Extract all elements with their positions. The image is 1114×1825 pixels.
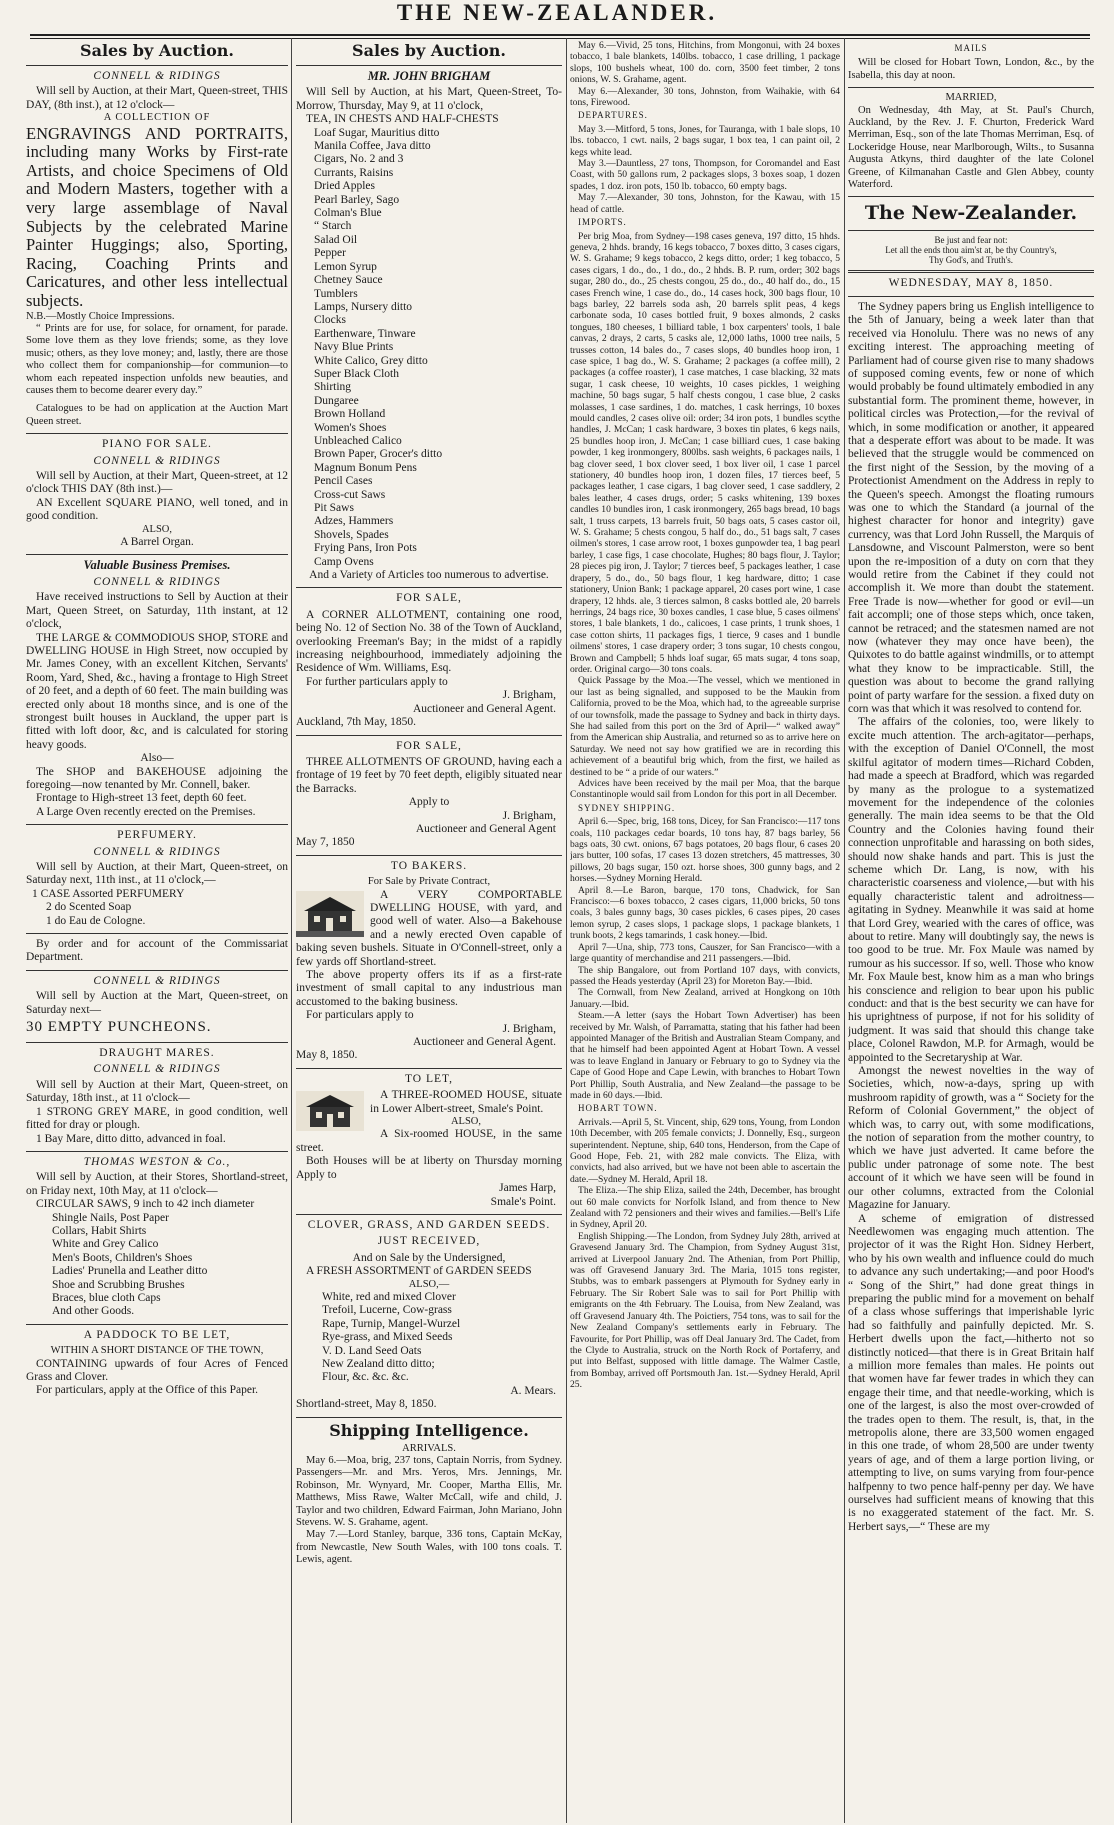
column-1	[26, 40, 288, 1825]
list-item: Super Black Cloth	[314, 367, 399, 380]
divider	[26, 1042, 288, 1043]
list-item: Collars, Habit Shirts	[52, 1224, 147, 1237]
ad-text: Will sell by Auction, at their Mart, Queen-street, THIS DAY, (8th inst.), at 12 o'clock—	[26, 85, 288, 111]
shipping-entry: May 3.—Mitford, 5 tons, Jones, for Tauranga, with 1 bale slops, 10 lbs. tobacco, 1 cwt. nails, 2 bags sugar, 1 box tea, 1 can paint oil, 2 kegs white lead.	[570, 123, 840, 158]
ad-date: May 8, 1850.	[296, 1049, 358, 1062]
list-item: Cross-cut Saws	[314, 488, 386, 501]
notice-text: Will be closed for Hobart Town, London, &c., by the Isabella, this day at noon.	[848, 57, 1094, 81]
shipping-entry: The Cornwall, from New Zealand, arrived at Hongkong on 10th January.—Ibid.	[570, 987, 840, 1010]
auctioneer-name: MR. JOHN BRIGHAM	[367, 69, 491, 83]
list-item: White, red and mixed Clover	[322, 1290, 456, 1303]
divider	[26, 1324, 288, 1325]
ad-heading: FOR SALE,	[396, 739, 462, 752]
list-item: Women's Shoes	[314, 421, 387, 434]
ad-text: CONTAINING upwards of four Acres of Fenced Grass and Clover.	[26, 1357, 288, 1383]
section-heading: Shipping Intelligence.	[329, 1420, 529, 1440]
divider	[848, 196, 1094, 197]
ad-text: AN Excellent SQUARE PIANO, well toned, and in good condition.	[26, 496, 288, 523]
column-2	[296, 40, 562, 1825]
divider	[26, 65, 288, 66]
ad-subheading: JUST RECEIVED,	[377, 1235, 481, 1248]
ad-heading: Valuable Business Premises.	[83, 558, 231, 573]
list-item: Unbleached Calico	[314, 434, 402, 447]
ad-subheading: WITHIN A SHORT DISTANCE OF THE TOWN,	[50, 1345, 264, 1357]
editorial-text: Amongst the newest novelties in the way of Societies, which, now-a-days, spring up with mushroom rapidity of growth, was a “ Society for the Reform of Colonial Government,” the object of which was, to carry out, with some modifications, the notion of separation from the mother country, to which we have just adverted. It came before the public under patronage of some note. The best account of it which we have seen will be found in our other columns, extracted from the Colonial Magazine for January.	[848, 1065, 1094, 1212]
paper-title: The New-Zealander.	[864, 202, 1078, 225]
goods-list	[26, 1212, 288, 1319]
ad-heading: CLOVER, GRASS, AND GARDEN SEEDS.	[307, 1218, 551, 1231]
masthead-rule	[30, 34, 1090, 39]
motto-line: Be just and fear not:	[934, 235, 1008, 246]
ad-text: TEA, IN CHESTS AND HALF-CHESTS	[306, 113, 499, 126]
divider	[296, 855, 562, 856]
divider	[26, 554, 288, 555]
column-3	[570, 40, 840, 1825]
subsection-heading: HOBART TOWN.	[578, 1103, 658, 1114]
section-heading: Sales by Auction.	[80, 41, 234, 60]
ad-text: For particulars, apply at the Office of this Paper.	[36, 1384, 259, 1397]
ad-text: A Six-roomed HOUSE, in the same street.	[296, 1128, 562, 1154]
editorial-text: The Sydney papers bring us English intelligence to the 5th of January, being a week later than that received via Honolulu. There was no news of any exciting interest. The approaching meeting of Parliament had of course given rise to many shadows of supposed coming events, few or none of which would probably be found ultimately embodied in any substantial form. The prominent theme, however, in political circles was Protection,—for the revival of which, in some modification or another, it appeared that a desperate effort was about to be made. It was believed that the struggle would be commenced on the first night of the Session, by the moving of a Protectionist Amendment on the Address in reply to the Queen's speech. Amongst the floating rumours was one to which the Standard (a journal of the highest character for honor and integrity) gave currency, was that Lord John Russell, the Marquis of Lansdowne, and Viscount Palmerston, were so bent upon the re-imposition of a duty on corn that they would retire from the Cabinet if they could not accomplish it. We more than doubt the statement. Free Trade is now—whether for good or evil—un fait accompli; one of those steps which, once taken, cannot be retraced; and the statesmen named are not now (whatever they may once have been), the Quixotes to do battle against windmills, or to attempt what they know to be impracticable. Still, the question was about to become the grand rallying point of party warfare for the session. a fixed duty on corn was that which it was resolved to contend for.	[848, 300, 1094, 716]
shipping-entry: May 7.—Alexander, 30 tons, Johnston, for the Kawau, with 15 head of cattle.	[570, 192, 840, 215]
list-item: Loaf Sugar, Mauritius ditto	[314, 126, 440, 139]
list-item: Shingle Nails, Post Paper	[52, 1211, 169, 1224]
list-item: Trefoil, Lucerne, Cow-grass	[322, 1304, 452, 1317]
column-divider	[566, 38, 567, 1823]
editorial-text: The affairs of the colonies, too, were likely to excite much attention. The arch-agitator—perhaps, with the exception of Daniel O'Connell, the most skilful agitator of modern times—Richard Cobden, had made a speech at Bradford, which was regarded by many as the prologue to a systematized movement for the independence of the colonies generally. The main idea seems to be that the Old Country and the Colonies having found their connection unprofitable and harassing on both sides, should now shake hands and part. This is just the scheme which Dr. Lang, is now, with his characteristic coarseness and violence,—but with his equally characteristic talent and adroitness—agitating in Sydney. Meanwhile it was said at home that Lord Grey, wearied with the cares of office, was about to retire. Many will doubtingly say, the news is too good to be true. Mr. Fox Maule was named by rumour as his successor. If so, well. Those who know Mr. Fox Maule best, know him as a man who brings his conscience and religion to bear upon his public conduct: and that is the best security we can have for his uprightness of purpose, if not for his solidity of judgment. It was said that should this change take place, Colonel Rawdon, M.P. for Armagh, would be appointed to the Secretaryship at War.	[848, 716, 1094, 1064]
ad-text: Also—	[140, 752, 174, 765]
ad-text: Catalogues to be had on application at the Auction Mart Queen street.	[26, 403, 288, 427]
ad-text: THE LARGE & COMMODIOUS SHOP, STORE and DWELLING HOUSE in High Street, now occupied by Mr. James Coney, with an excellent Kitchen, Servants' Room, Yard, Shed, &c., having a frontage to High Street of 20 feet, and a depth of 60 feet. The main building was erected only about 18 months since, and is one of the strongest built houses in Auckland, the upper part is fitted with loft door, &c, and is calculated for storing heavy goods.	[26, 631, 288, 751]
shipping-entry: May 3.—Dauntless, 27 tons, Thompson, for Coromandel and East Coast, with 50 gallons rum, 2 packages slops, 3 boxes soap, 1 dozen spades, 1 doz. iron pots, 150 lb. tobacco, 60 empty bags.	[570, 158, 840, 192]
shipping-entry: April 8.—Le Baron, barque, 170 tons, Chadwick, for San Francisco:—6 boxes tobacco, 2 cases cigars, 11,000 bricks, 50 tons coals, 3 bales gunny bags, 30 cases pickles, 6 cases pipes, 20 cases lemon syrup, 2 cases slops, 1 package slops, 1 package blankets, 1 trunk boots, 2 kegs tamarinds, 1 cask honey.—Ibid.	[570, 884, 840, 942]
ad-text: 2 do Scented Soap	[46, 901, 132, 914]
ad-text: 1 do Eau de Cologne.	[46, 914, 146, 927]
list-item: Ladies' Prunella and Leather ditto	[52, 1265, 208, 1278]
list-item: Dried Apples	[314, 180, 376, 193]
ad-text: Will Sell by Auction, at his Mart, Queen-Street, To-Morrow, Thursday, May 9, at 11 o'clock,	[296, 86, 562, 112]
goods-list	[296, 127, 562, 569]
ad-heading: TO BAKERS.	[390, 859, 468, 872]
ad-text: For further particulars apply to	[306, 675, 448, 688]
auctioneer-name: THOMAS WESTON & Co.,	[83, 1155, 231, 1168]
divider	[26, 970, 288, 971]
motto-line: Let all the ends thou aim'st at, be thy Country's,	[885, 245, 1057, 256]
signature: J. Brigham,	[502, 1022, 556, 1035]
ad-text: A FRESH ASSORTMENT of GARDEN SEEDS	[306, 1265, 532, 1278]
subsection-heading: IMPORTS.	[578, 217, 627, 228]
list-item: Pit Saws	[314, 502, 354, 514]
list-item: V. D. Land Seed Oats	[322, 1344, 422, 1357]
subsection-heading: SYDNEY SHIPPING.	[578, 802, 676, 813]
section-heading: Sales by Auction.	[352, 41, 506, 60]
list-item: Clocks	[314, 314, 346, 327]
list-item: Salad Oil	[314, 233, 358, 246]
shipping-entry: May 7.—Lord Stanley, barque, 336 tons, Captain McKay, from Newcastle, New South Wales, with 100 tons coals. T. Lewis, agent.	[296, 1529, 562, 1566]
shipping-entry: April 6.—Spec, brig, 168 tons, Dicey, for San Francisco:—117 tons coals, 110 packages cedar boards, 10 tons hay, 87 bags barley, 56 bags oats, 30 cwt. onions, 67 bags potatoes, 20 bags flour, 6 cases 20 jars butter, 100 sofas, 17 cases 13 dozen stretchers, 45 mattresses, 30 pillows, 20 bags sugar, 150 ozt. horse shoes, 300 gunny bags, and 2 horses.—Sydney Morning Herald.	[570, 816, 840, 885]
signature-title: Auctioneer and General Agent	[415, 822, 556, 835]
ad-text: For particulars apply to	[306, 1009, 414, 1022]
ad-date: May 7, 1850	[296, 836, 355, 849]
ad-text: A COLLECTION OF	[103, 112, 211, 124]
ad-heading: TO LET,	[404, 1072, 454, 1085]
ad-text: By order and for account of the Commissariat Department.	[26, 938, 288, 964]
list-item: Dungaree	[314, 394, 359, 407]
list-item: Chetney Sauce	[314, 274, 383, 287]
ad-text: 1 STRONG GREY MARE, in good condition, well fitted for dray or plough.	[26, 1105, 288, 1132]
shipping-entry: May 6.—Vivid, 25 tons, Hitchins, from Mongonui, with 24 boxes tobacco, 1 bale blankets, 140lbs. tobacco, 1 case drilling, 1 package slops, 100 bushels wheat, 100 do. corn, 3500 feet timber, 2 tons onions, W. S. Grahame, agent.	[570, 40, 840, 86]
shipping-entry: April 7—Una, ship, 773 tons, Causzer, for San Francisco—with a large quantity of merchandise and 211 passengers.—Ibid.	[570, 941, 840, 965]
house-illustration	[296, 891, 364, 937]
list-item: Rye-grass, and Mixed Seeds	[322, 1331, 453, 1344]
news-text: Steam.—A letter (says the Hobart Town Advertiser) has been received by Mr. Walsh, of Parramatta, stating that his father had been appointed Manager of the British and Australian Steam Company, and that he himself had been appointed Agent at Hobart Town. A vessel was to leave England in January or February to go to Sydney via the Cape of Good Hope and Cape Lewin, with branches to Hobart Town Port Phillip, South Australia, and New Zealand—the passage to be made in 60 days.—Ibid.	[570, 1010, 840, 1101]
list-item: Cigars, No. 2 and 3	[314, 153, 404, 166]
news-text: Advices have been received by the mail per Moa, that the barque Constantinople would sail from London for this port in all December.	[570, 778, 840, 801]
auctioneer-name: CONNELL & RIDINGS	[93, 575, 221, 588]
signature: A. Mears.	[510, 1384, 556, 1397]
motto-line: Thy God's, and Truth's.	[928, 255, 1013, 266]
divider	[848, 296, 1094, 297]
ad-date: Shortland-street, May 8, 1850.	[296, 1398, 437, 1411]
list-item: Pepper	[314, 247, 346, 260]
divider	[296, 1417, 562, 1418]
column-4	[848, 40, 1094, 1825]
ad-text: ALSO,	[450, 1116, 482, 1128]
house-illustration	[296, 1091, 364, 1131]
ad-text: Will sell by Auction at the Mart, Queen-street, on Saturday next—	[26, 990, 288, 1016]
ad-headline: ENGRAVINGS AND PORTRAITS, including many Works by First-rate Artists, and choice Specimens of Old and Modern Masters, together with a very large assemblage of Naval Subjects by the celebrated Marine Painter Huggings; also, Sporting, Racing, Coaching Prints and Caricatures, and other less intellectual subjects.	[26, 123, 288, 310]
notice-heading: MARRIED,	[945, 92, 997, 104]
column-divider	[291, 38, 292, 1823]
list-item: Magnum Bonum Pens	[314, 461, 417, 474]
list-item: Rape, Turnip, Mangel-Wurzel	[322, 1317, 461, 1330]
column-divider	[844, 38, 845, 1823]
auctioneer-name: CONNELL & RIDINGS	[93, 845, 221, 858]
shipping-entry: May 6.—Alexander, 30 tons, Johnston, from Waihakie, with 64 tons, Firewood.	[570, 85, 840, 109]
ad-text: A THREE-ROOMED HOUSE, situate in Lower Albert-street, Smale's Point.	[370, 1089, 562, 1115]
list-item: White Calico, Grey ditto	[314, 354, 428, 367]
masthead: THE NEW-ZEALANDER.	[396, 0, 718, 25]
divider	[848, 87, 1094, 88]
ad-text: A CORNER ALLOTMENT, containing one rood, being No. 12 of Section No. 38 of the Town of Auckland, overlooking Freeman's Bay; in the midst of a rapidly increasing neighbourhood, immediately adjoining the Residence of Wm. Williams, Esq.	[296, 608, 562, 675]
divider	[296, 1068, 562, 1069]
list-item: Flour, &c. &c. &c.	[322, 1371, 409, 1384]
list-item: And other Goods.	[52, 1305, 135, 1318]
notice-heading: MAILS	[954, 43, 988, 53]
signature-title: Smale's Point.	[490, 1195, 556, 1208]
ad-text: A Large Oven recently erected on the Premises.	[36, 805, 256, 818]
signature-title: Auctioneer and General Agent.	[412, 1036, 556, 1049]
divider	[296, 735, 562, 736]
ad-text: And on Sale by the Undersigned,	[352, 1251, 506, 1264]
list-item: Manila Coffee, Java ditto	[314, 140, 431, 153]
ad-text: The SHOP and BAKEHOUSE adjoining the foregoing—now tenanted by Mr. Connell, baker.	[26, 765, 288, 791]
list-item: Lemon Syrup	[314, 260, 377, 273]
signature: J. Brigham,	[502, 689, 556, 702]
ad-text: Will sell by Auction, at their Mart, Queen-street, on Saturday next, 11th inst., at 11 o'clock,—	[26, 861, 288, 887]
ad-text: ALSO,	[141, 523, 173, 535]
list-item: Brown Holland	[314, 408, 386, 421]
ad-text: Both Houses will be at liberty on Thursday morning Apply to	[296, 1155, 562, 1181]
divider	[848, 270, 1094, 273]
ad-text: Have received instructions to Sell by Auction at their Mart, Queen Street, on Saturday, 11th instant, at 12 o'clock,	[26, 591, 288, 631]
divider	[26, 1151, 288, 1152]
ad-text: 1 Bay Mare, ditto ditto, advanced in foal.	[36, 1132, 226, 1145]
ad-heading: PIANO FOR SALE.	[102, 438, 212, 451]
ad-date: Auckland, 7th May, 1850.	[296, 716, 416, 729]
list-item: Shoe and Scrubbing Brushes	[52, 1278, 185, 1291]
divider	[296, 65, 562, 66]
list-item: Men's Boots, Children's Shoes	[52, 1251, 193, 1264]
ad-text: Will sell by Auction, at their Stores, Shortland-street, on Friday next, 10th May, at 11 o'clock—	[26, 1171, 288, 1197]
ad-text: And a Variety of Articles too numerous to advertise.	[309, 569, 549, 582]
shipping-entry: May 6.—Moa, brig, 237 tons, Captain Norris, from Sydney. Passengers—Mr. and Mrs. Yeros, Mrs. Jennings, Mr. Robinson, Mr. Wynyard, Mr. Cooper, Martha Ellis, Mr. Matthews, Miss Rawe, Walter McCall, wife and child, J. Taylor and two children, Edward Fairman, John Mariano, John Stevens. W. S. Grahame, agent.	[296, 1455, 562, 1529]
list-item: Pencil Cases	[314, 475, 373, 488]
ad-headline: 30 EMPTY PUNCHEONS.	[26, 1019, 212, 1036]
auctioneer-name: CONNELL & RIDINGS	[93, 1063, 221, 1076]
list-item: Navy Blue Prints	[314, 341, 394, 354]
ad-text: Will sell by Auction at their Mart, Queen-street, on Saturday, 18th inst., at 11 o'clock—	[26, 1078, 288, 1105]
ad-text: A VERY COMPORTABLE DWELLING HOUSE, with yard, and good well of water. Also—a Bakehouse and a newly erected Oven capable of baking seven bushels. Situate in O'Connell-street, only a few yards off Shortland-street.	[296, 888, 562, 968]
subsection-heading: ARRIVALS.	[402, 1442, 456, 1454]
auctioneer-name: CONNELL & RIDINGS	[93, 454, 221, 467]
news-text: Quick Passage by the Moa.—The vessel, which we mentioned in our last as being signalled, and supposed to be the Maukin from California, proved to be the Moa, which had, to the agreeable surprise of our townsfolk, made the passage to Sydney and back in thirty days. She had sailed from this port on the 3rd of April—“ walked away” from the American ship Australia, and returned so as to arrive here on Saturday. We need not say how gratified we are in recording this achievement of a beautiful brig which, from the first, we hailed as destined to be “ a pride of our waters.”	[570, 675, 840, 778]
ad-text: CIRCULAR SAWS, 9 inch to 42 inch diameter	[36, 1198, 255, 1211]
divider	[296, 587, 562, 588]
list-item: New Zealand ditto ditto;	[322, 1357, 435, 1370]
shipping-entry: English Shipping.—The London, from Sydney July 28th, arrived at Gravesend January 3rd. The Champion, from Sydney August 31st, arrived at Liverpool January 2nd. The Athenian, from Port Phillip, was off Gravesend January 3rd. The Maria, 1015 tons register, Stubbs, was to embark passengers at Plymouth for Sydney early in February. The Sir Robert Sale was to sail for Port Phillip with emigrants on the 4th February. The Louisa, from New Zealand, was off Gravesend January 4th. The Poictiers, 754 tons, was to sail for the New Zealand Company's settlements early in February. The Favourite, for Port Phillip, was off Deal January 3rd. The Cadet, from the Clyde to Australia, struck on the North Rock of Portaferry, and put into Belfast, supposed with little damage. The Walmer Castle, from Bombay, arrived off Portsmouth Jan. 1st.—Sydney Herald, April 25.	[570, 1230, 840, 1391]
divider	[26, 433, 288, 434]
list-item: Camp Ovens	[314, 555, 374, 568]
signature: James Harp,	[499, 1182, 556, 1195]
ad-text: ALSO,—	[408, 1278, 450, 1290]
ad-text: Apply to	[408, 796, 450, 809]
ad-text: The above property offers its if as a first-rate investment of small capital to any industrious man accustomed to the baking business.	[296, 969, 562, 1008]
list-item: Adzes, Hammers	[314, 515, 394, 528]
ad-text: Will sell by Auction, at their Mart, Queen-street, at 12 o'clock THIS DAY (8th inst.)—	[26, 470, 288, 496]
editorial-text: A scheme of emigration of distressed Needlewomen was engaging much attention. The projector of it was the Right Hon. Sidney Herbert, who by his own wealth and influence could do much to advance any such undertaking;—and poor Hood's “ Song of the Shirt,” had done great things in preparing the public mind for a movement on behalf of a class whose sufferings that imperishable lyric had so faithfully and painfully depicted. Mr. S. Herbert dwells upon the fact,—hitherto not so distinctly noticed—that there is in Great Britain half a million more females than males. He points out that women have far fewer trades in which they can engage their time, and that needle-working, which is one of the largest, is also the most over-crowded of the trades open to them. The result, is, that, in the metropolis alone, there are 33,500 women engaged in this one trade, of whom 28,500 are under twenty years of age, and of them a large portion living, or attempting to live, on sums varying from four-pence halfpenny to two pence half-penny per day. We have ourselves had sufficient means of knowing that this is no exaggerated statement of the fact. Mr. S. Herbert says,—“ These are my	[848, 1212, 1094, 1533]
ad-text: 1 CASE Assorted PERFUMERY	[32, 887, 185, 900]
signature-title: Auctioneer and General Agent.	[412, 702, 556, 715]
shipping-entry: The Eliza.—The ship Eliza, sailed the 24th, December, has brought out 60 male convicts for Norfolk Island, and from thence to New Zealand with 72 pensioners and their wives and families.—Bell's Life in Sydney, April 20.	[570, 1185, 840, 1231]
ad-heading: A PADDOCK TO BE LET,	[83, 1328, 231, 1341]
list-item: White and Grey Calico	[52, 1238, 159, 1251]
list-item: “ Starch	[314, 220, 352, 233]
list-item: Tumblers	[314, 287, 358, 300]
ad-text: A Barrel Organ.	[120, 536, 194, 549]
imports-text: Per brig Moa, from Sydney—198 cases geneva, 197 ditto, 15 hhds. geneva, 2 hhds. brandy, 16 kegs tobacco, 7 boxes ditto, 3 cases cigars, W. S. Grahame; 9 kegs tobacco, 2 kegs ditto, order; 1 keg tobacco, 5 cases cigars, 1 do., do., 1 do., do., 2 hhds. B. P. rum, order; 302 bags sugar, 280 do., do., 25 chests congou, 25 do., do., 40 half do., do., 15 cases French wine, 1 case do., do., 14 cases hock, 300 bags flour, 10 bags barley, 22 barrels soda ash, 20 barrels split peas, 4 kegs carbonate soda, 10 cases bottled fruit, 9 boxes almonds, 2 casks tongues, 180 cheeses, 1 billiard table, 1 box carpenters' tools, 1 bale canvas, 2 drays, 2 carts, 5 casks ale, 12,000 laths, 1000 tree nails, 5 trusses cotton, 14 bales do., 7 cases slops, 40 bundles hoop iron, 1 case spice, 1 bag do., W. S. Grahame; 2 packages (a coffee mill), 2 packages (a coffee roaster), 1 case matches, 1 case blacking, 32 mats sugar, 1 cask cheese, 10 weights, 10 cases pickles, 1 weighing machine, 50 bags sugar, 5 half chests congou, 1 case blue, 2 casks molasses, 1 case sardines, 1 do. matches, 1 cask herrings, 10 boxes mould candles, 2 cases olive oil: order; 34 iron pots, 1 bundles scythe handles, J. McCan; 1 cask hardware, 3 boxes tin plates, 6 kegs nails, 25 bundles hoop iron, J. McCan; 1 case billiard cues, 1 case baking powder, 1 keg ironmongery, 800lbs. sash weights, 6 packages nails, 1 bag clover seed, 1 box clover seed, 1 box liver oil, 1 case 1 parcel stationery, 40 bundles hoop iron, 1 dozen files, 17 tierces beef, 5 packages leather, 1 case cigars, 1 bag clover seed, 1 case saddlery, 2 bales leather, 4 cases drugs, order; 5 casks whitening, 139 boxes candles 10 bundles iron, 1 cask ironmongery, 265 bags bread, 10 bags salt, 1 truss carpets, 13 barrels fruit, 50 bags oats, 5 cases castor oil, W. S. Grahame; 5 chests congou, 5 half do., do., 51 bags salt, 7 cases oilmen's stores, 1 case arrow root, 1 boxes gunpowder tea, 1 bag pearl barley, 1 case figs, 1 case chocolate, Hughes; 80 bags flour, J. Taylor; 28 pieces pig iron, J. Taylor; 7 tierces beef, 5 packages leather, 1 case drapery, 5 do., do., 50 bags flour, 1 keg hardware, ditto; 1 case stationery, Union Bank; 1 package apparel, 20 cases port wine, 1 case drapery, 12 hhds. ale, 3 tierces salmon, 8 casks bottled ale, 20 barrels herrings, 24 bags rice, 30 boxes candles, 1 case blue, 5 cases oilmens' stores, 1 bale blankets, 1 do., calicoes, 1 case prints, 1 trunk shoes, 1 case cotton shirts, 11 packages figs, 1 tierce, 9 cases and 1 bundle oilmens' stores, 1 case drapery order; 3 tons sugar, 10 chests congou, Brown and Campbell; 5 hhds loaf sugar, 65 mats sugar, 4 tons soap, order. Original cargo—30 tons coals.	[570, 230, 840, 675]
ad-text: Frontage to High-street 13 feet, depth 60 feet.	[36, 792, 247, 805]
divider	[26, 933, 288, 934]
divider	[26, 824, 288, 825]
list-item: Brown Paper, Grocer's ditto	[314, 448, 443, 461]
list-item: Currants, Raisins	[314, 166, 394, 179]
ad-heading: FOR SALE,	[396, 592, 462, 605]
auctioneer-name: CONNELL & RIDINGS	[93, 974, 221, 987]
list-item: Pearl Barley, Sago	[314, 193, 400, 206]
list-item: Braces, blue cloth Caps	[52, 1291, 161, 1304]
ad-note: N.B.—Mostly Choice Impressions.	[26, 310, 175, 322]
divider	[296, 1214, 562, 1215]
shipping-entry: The ship Bangalore, out from Portland 107 days, with convicts, passed the Heads yesterday (April 23) for Moreton Bay.—Ibid.	[570, 964, 840, 987]
ad-quote: “ Prints are for use, for solace, for ornament, for parade. Some love them as they love friends; some, as they love music; others, as they love money; and, lastly, there are those who collect them for companionship—for communion—to whom each repeated inspection unfolds new beauties, and causes them to become dearer every day.”	[26, 322, 288, 396]
ad-subheading: For Sale by Private Contract,	[367, 876, 491, 888]
shipping-entry: Arrivals.—April 5, St. Vincent, ship, 629 tons, Young, from London 10th December, with 205 female convicts; J. Donnelly, Esq., surgeon superintendent. Neptune, ship, 640 tons, Henderson, from the Cape of Good Hope, Feb. 21, with 282 male convicts. The Eliza, with convicts, had also arrived, but we have not been able to ascertain the date.—Sydney M. Herald, April 18.	[570, 1116, 840, 1185]
list-item: Shirting	[314, 381, 352, 394]
signature: J. Brigham,	[502, 809, 556, 822]
issue-date: WEDNESDAY, MAY 8, 1850.	[888, 277, 1054, 290]
list-item: Earthenware, Tinware	[314, 327, 416, 340]
subsection-heading: DEPARTURES.	[578, 110, 648, 121]
list-item: Lamps, Nursery ditto	[314, 300, 413, 313]
seed-list	[296, 1291, 562, 1385]
ad-heading: DRAUGHT MARES.	[99, 1047, 215, 1060]
auctioneer-name: CONNELL & RIDINGS	[93, 70, 221, 82]
list-item: Shovels, Spades	[314, 528, 389, 541]
divider	[848, 230, 1094, 231]
list-item: Frying Pans, Iron Pots	[314, 542, 417, 555]
notice-text: On Wednesday, 4th May, at St. Paul's Church, Auckland, by the Rev. J. F. Churton, Frederick Ward Merriman, Esq., son of the late Thomas Merriman, Esq. of Lockeridge House, near Marlborough, Wilts., to Susanna Augusta Atkyns, third daughter of the late Colonel Greene, of Kilmanahan Castle and Glen Abbey, county Waterford.	[848, 104, 1094, 191]
list-item: Colman's Blue	[314, 207, 382, 220]
ad-heading: PERFUMERY.	[117, 829, 197, 842]
ad-text: THREE ALLOTMENTS OF GROUND, having each a frontage of 19 feet by 70 feet depth, eligibly situated near the Barracks.	[296, 755, 562, 795]
